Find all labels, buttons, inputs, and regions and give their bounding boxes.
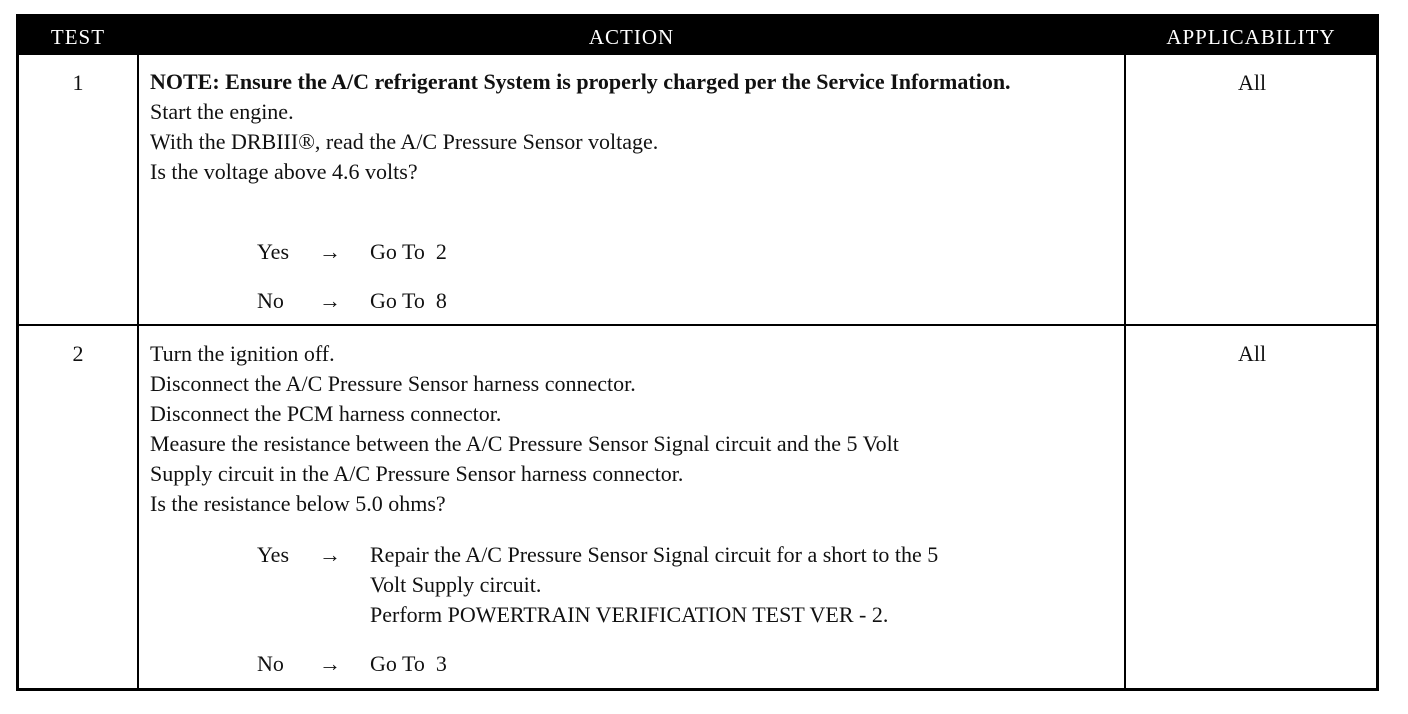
applicability-value: All bbox=[1237, 70, 1267, 95]
step-text: With the DRBIII®, read the A/C Pressure Sensor voltage. bbox=[150, 129, 659, 154]
yes-response bbox=[257, 540, 1127, 632]
yes-result-line: Repair the A/C Pressure Sensor Signal circuit for a short to the 5 bbox=[370, 542, 939, 567]
header-test: TEST bbox=[50, 25, 106, 49]
arrow-icon: → bbox=[319, 651, 341, 676]
test-number: 1 bbox=[72, 70, 84, 95]
no-label: No bbox=[257, 288, 284, 313]
table-header bbox=[19, 17, 1376, 55]
applicability-value: All bbox=[1237, 341, 1267, 366]
question-text: Is the voltage above 4.6 volts? bbox=[150, 159, 418, 184]
yes-result-line: Volt Supply circuit. bbox=[370, 572, 542, 597]
yes-label: Yes bbox=[257, 239, 290, 264]
header-applicability: APPLICABILITY bbox=[1166, 25, 1336, 49]
step-text: Start the engine. bbox=[150, 99, 294, 124]
action-text bbox=[150, 67, 1120, 187]
header-action: ACTION bbox=[588, 25, 675, 49]
arrow-icon: → bbox=[319, 239, 341, 264]
test-number: 2 bbox=[72, 341, 84, 366]
no-label: No bbox=[257, 651, 284, 676]
question-text: Is the resistance below 5.0 ohms? bbox=[150, 491, 446, 516]
step-text: Measure the resistance between the A/C Pressure Sensor Signal circuit and the 5 Volt bbox=[150, 431, 899, 456]
no-response bbox=[257, 649, 1057, 679]
yes-response bbox=[257, 237, 1057, 267]
step-text: Supply circuit in the A/C Pressure Sensor harness connector. bbox=[150, 461, 684, 486]
yes-label: Yes bbox=[257, 542, 290, 567]
diagnostic-table bbox=[16, 14, 1379, 691]
step-text: Turn the ignition off. bbox=[150, 341, 335, 366]
step-text: Disconnect the PCM harness connector. bbox=[150, 401, 502, 426]
step-text: Disconnect the A/C Pressure Sensor harness connector. bbox=[150, 371, 636, 396]
no-result: Go To 8 bbox=[370, 288, 447, 313]
arrow-icon: → bbox=[319, 542, 341, 567]
action-text bbox=[150, 339, 1120, 519]
yes-result: Go To 2 bbox=[370, 239, 447, 264]
row-divider bbox=[19, 324, 1376, 326]
no-result: Go To 3 bbox=[370, 651, 447, 676]
arrow-icon: → bbox=[319, 288, 341, 313]
column-divider bbox=[137, 55, 139, 688]
yes-result-line: Perform POWERTRAIN VERIFICATION TEST VER - 2. bbox=[370, 602, 889, 627]
note-text: NOTE: Ensure the A/C refrigerant System is properly charged per the Service Information. bbox=[150, 69, 1011, 94]
no-response bbox=[257, 286, 1057, 316]
